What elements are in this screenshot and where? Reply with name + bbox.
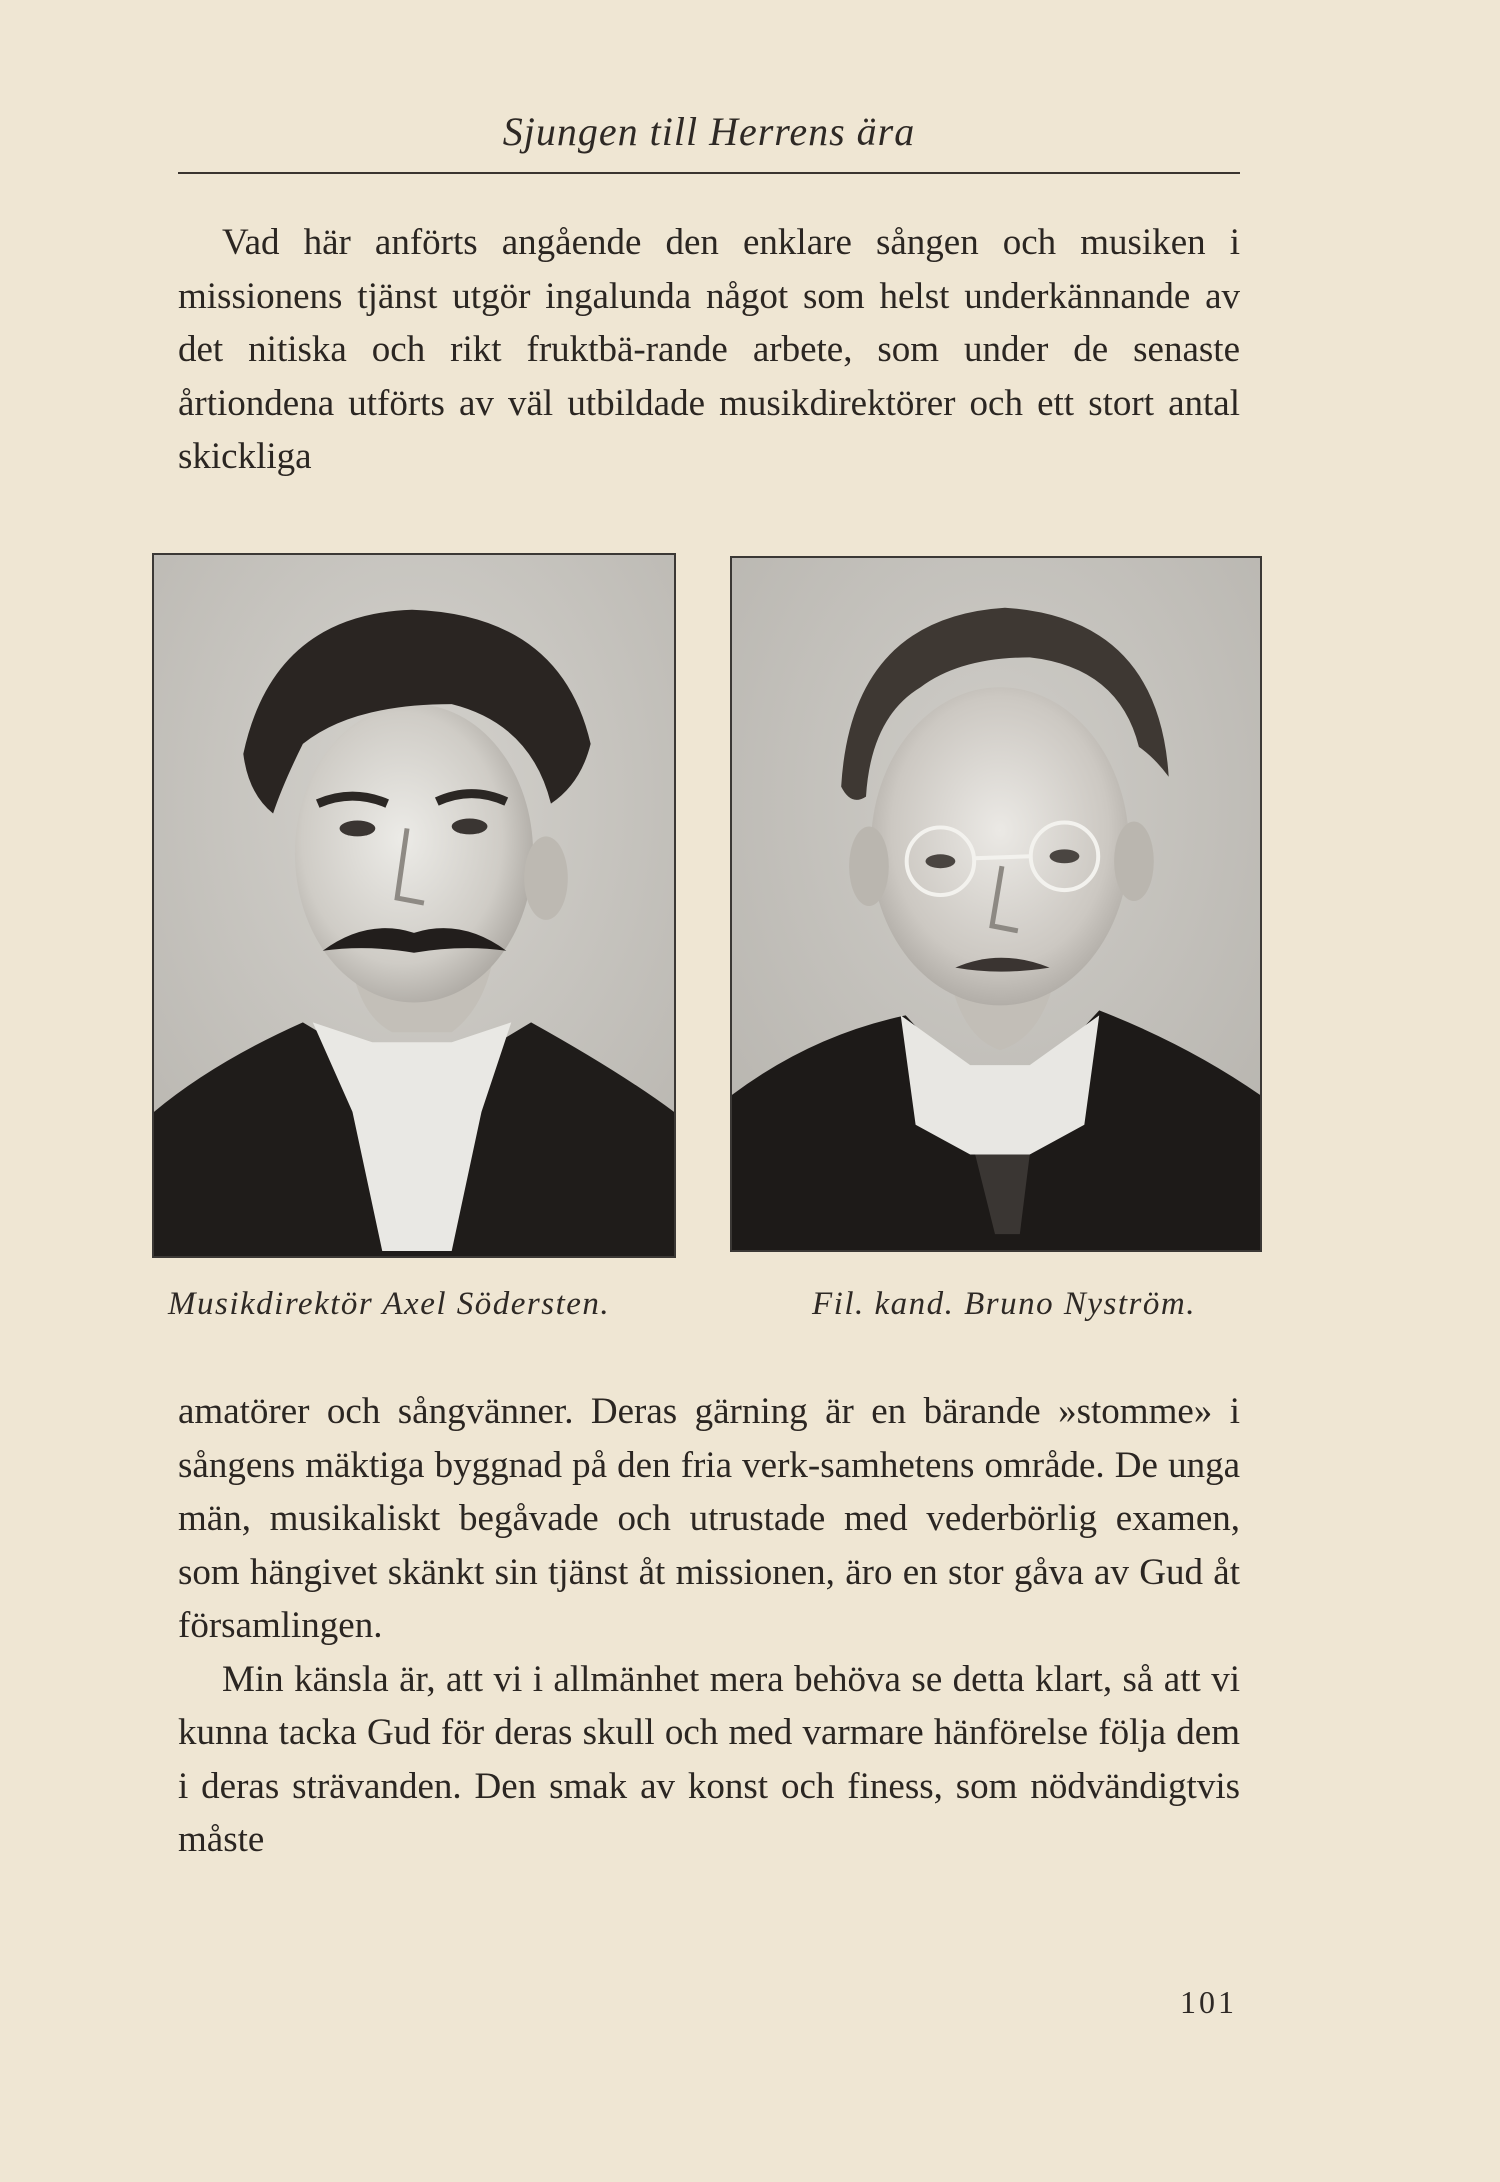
portrait-image-right <box>732 558 1260 1250</box>
body-text-bottom <box>178 1385 1240 1867</box>
paragraph-next: Min känsla är, att vi i allmänhet mera behöva se detta klart, så att vi kunna tacka Gud för deras skull och med varmare hänförelse följa dem i deras strävanden. Den smak av konst och finess, som nödvändigtvis måste <box>178 1658 1240 1860</box>
portrait-photo-nystroem <box>730 556 1262 1252</box>
caption-right: Fil. kand. Bruno Nyström. <box>812 1286 1196 1322</box>
portrait-image-left <box>154 555 674 1256</box>
running-head: Sjungen till Herrens ära <box>502 109 916 154</box>
paragraph-top: Vad här anförts angående den enklare sången och musiken i missionens tjänst utgör ingalunda något som helst underkännande av det nitiska och rikt fruktbä-rande arbete, som under de senaste årtiondena utförts av väl utbildade musikdirektörer och ett stort antal skickliga <box>178 222 1240 477</box>
portrait-photo-soedersten <box>152 553 676 1258</box>
body-text-top <box>178 216 1240 484</box>
caption-left: Musikdirektör Axel Södersten. <box>168 1286 611 1322</box>
paragraph-continuation: amatörer och sångvänner. Deras gärning är en bärande »stomme» i sångens mäktiga byggnad på den fria verk-samhetens område. De unga män, musikaliskt begåvade och utrustade med vederbörlig examen, som hängivet skänkt sin tjänst åt missionen, äro en stor gåva av Gud åt församlingen. <box>178 1391 1240 1646</box>
page-number: 101 <box>1180 1984 1237 2020</box>
header-rule <box>178 172 1240 174</box>
